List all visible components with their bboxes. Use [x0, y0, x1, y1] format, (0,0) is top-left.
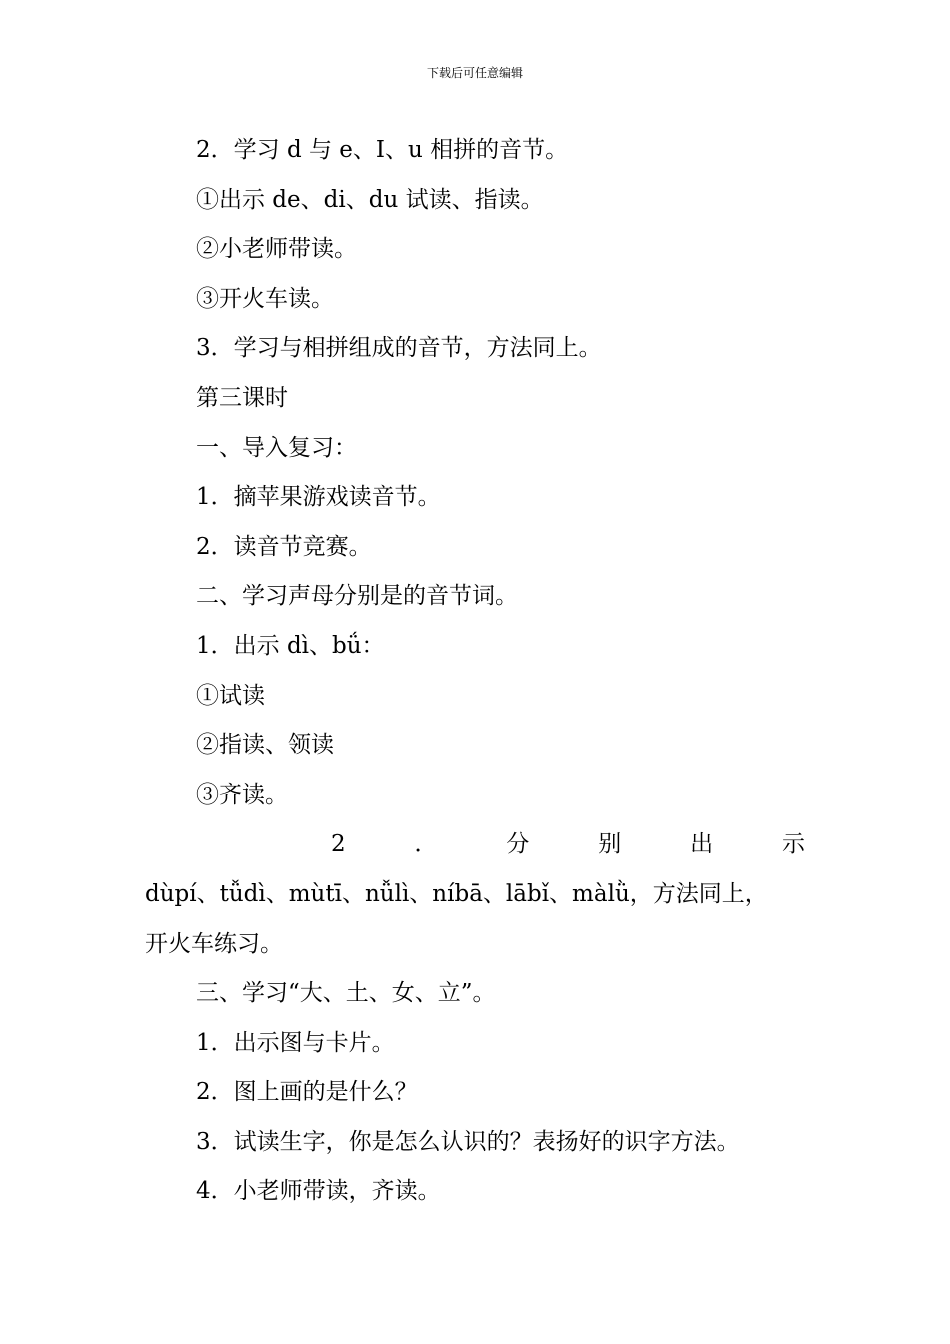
paragraph: ①试读: [196, 682, 265, 709]
justified-char: 示: [781, 831, 805, 858]
paragraph: ②指读、领读: [196, 732, 334, 759]
justified-paragraph-line: [145, 820, 805, 870]
paragraph: ③开火车读。: [196, 285, 334, 312]
section-heading: 第三课时: [196, 384, 288, 411]
justified-char: 出: [690, 831, 714, 858]
paragraph: 4．小老师带读，齐读。: [196, 1178, 441, 1205]
paragraph-continuation: 开火车练习。: [145, 930, 283, 957]
paragraph: 3．学习与相拼组成的音节，方法同上。: [196, 335, 602, 362]
page-header: 下载后可任意编辑: [426, 66, 523, 80]
paragraph: 1．出示 dì、bǘ：: [196, 632, 385, 659]
paragraph: 2．读音节竞赛。: [196, 533, 372, 560]
paragraph: 1．摘苹果游戏读音节。: [196, 484, 441, 511]
paragraph: 三、学习“大、土、女、立”。: [196, 980, 496, 1007]
justified-char: 2: [331, 831, 346, 858]
paragraph: 3．试读生字，你是怎么认识的？表扬好的识字方法。: [196, 1128, 740, 1155]
paragraph: 一、导入复习：: [196, 434, 357, 461]
document-body: [145, 126, 805, 1217]
paragraph: ③齐读。: [196, 781, 288, 808]
justified-char: ．: [414, 831, 438, 858]
justified-char: 别: [598, 831, 622, 858]
paragraph: ②小老师带读。: [196, 236, 357, 263]
paragraph: 二、学习声母分别是的音节词。: [196, 583, 518, 610]
paragraph-continuation: dùpí、tǚdì、mùtī、nǚlì、níbā、lābǐ、màlǜ，方法同上，: [145, 880, 768, 907]
paragraph: 2．图上画的是什么？: [196, 1079, 418, 1106]
paragraph: 1．出示图与卡片。: [196, 1029, 395, 1056]
paragraph: ①出示 de、di、du 试读、指读。: [196, 186, 544, 213]
justified-char: 分: [506, 831, 530, 858]
paragraph: 2．学习 d 与 e、I、u 相拼的音节。: [196, 137, 569, 163]
